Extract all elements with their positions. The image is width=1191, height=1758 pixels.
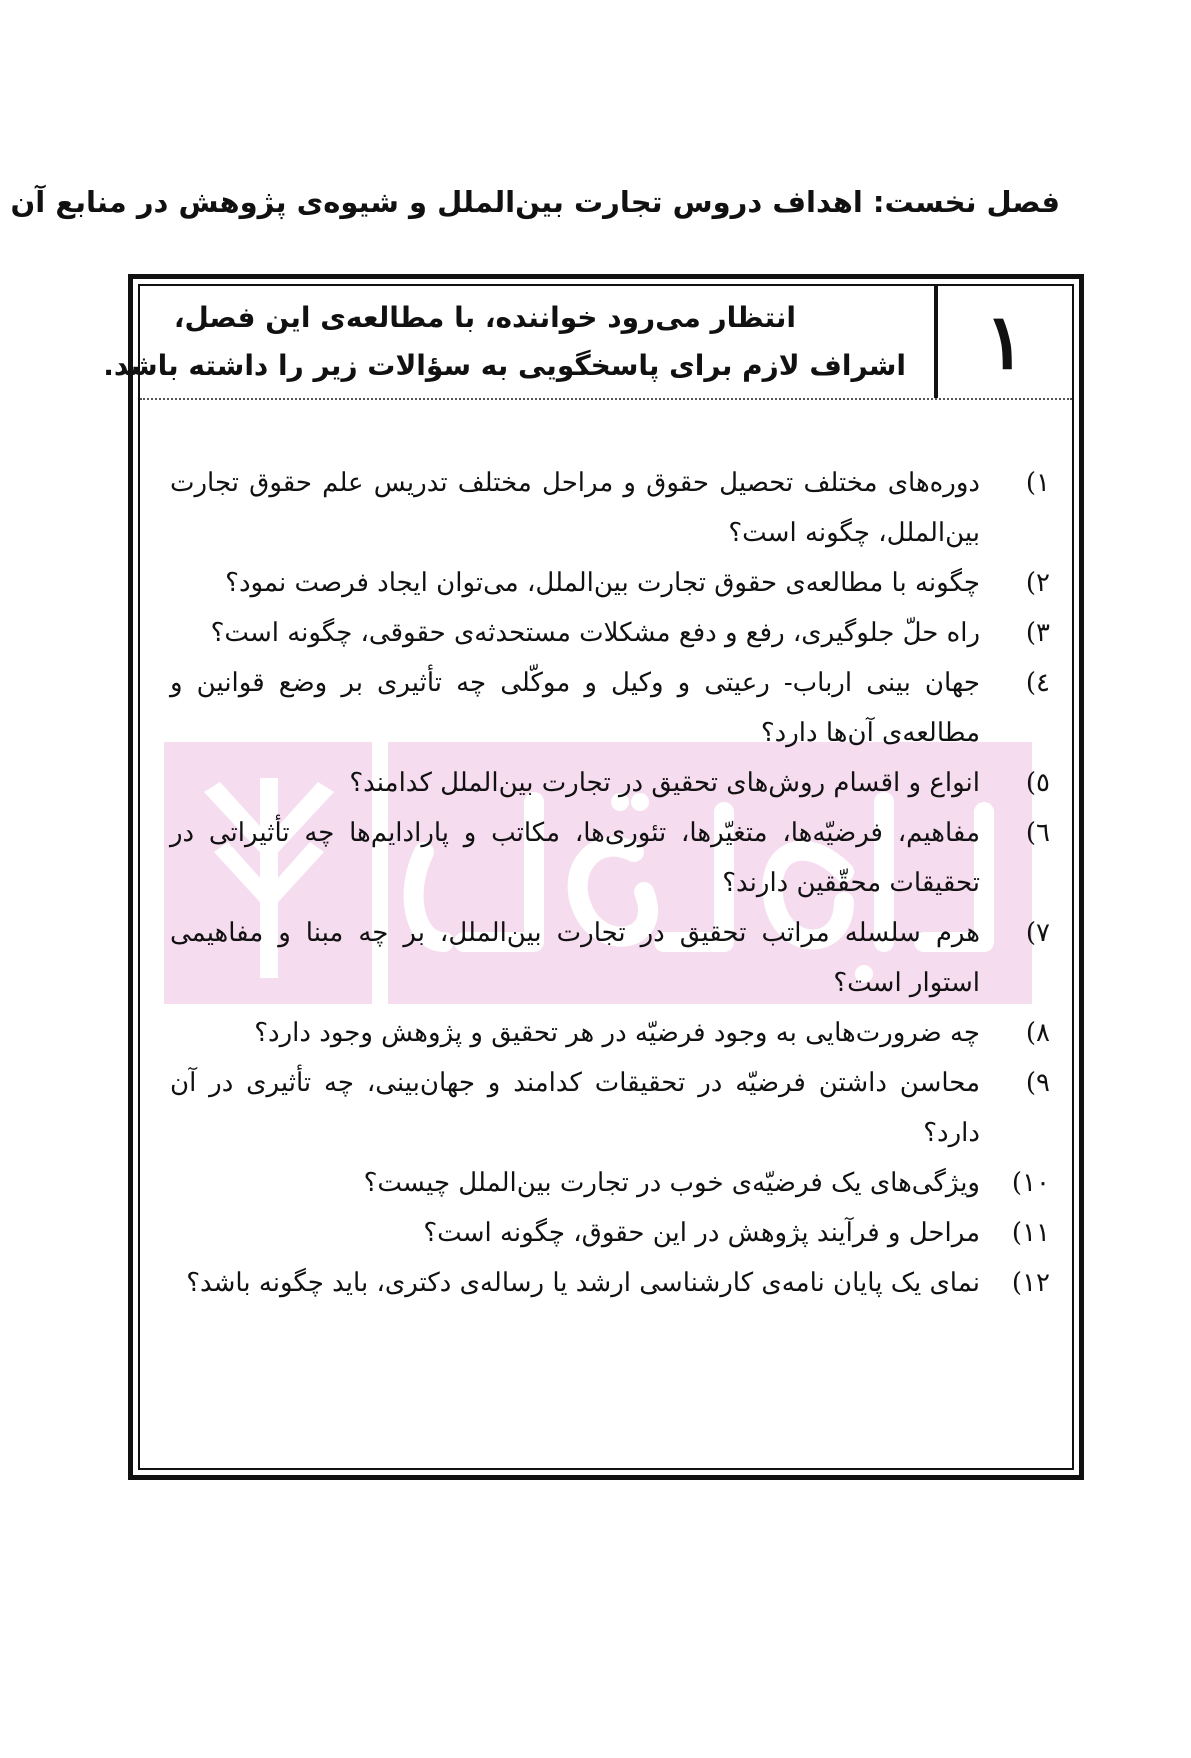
question-text: جهان بینی ارباب- رعیتی و وکیل و موکّلی چه تأثیری بر وضع قوانین و مطالعه‌ی آن‌ها دارد؟: [170, 668, 980, 748]
intro-line-1: انتظار می‌رود خواننده، با مطالعه‌ی این فصل،: [173, 301, 796, 334]
question-number: ۹): [1025, 1068, 1050, 1098]
question-text: راه حلّ جلوگیری، رفع و دفع مشکلات مستحدثه‌ی حقوقی، چگونه است؟: [210, 618, 980, 648]
question-number: ۲): [1025, 568, 1050, 598]
question-text: چه ضرورت‌هایی به وجود فرضیّه در هر تحقیق و پژوهش وجود دارد؟: [254, 1018, 980, 1048]
question-item: [170, 608, 1050, 658]
question-item: [170, 1208, 1050, 1258]
objectives-header: [103, 286, 1072, 400]
question-number: ٦): [1025, 818, 1050, 848]
question-text: دوره‌های مختلف تحصیل حقوق و مراحل مختلف تدریس علم حقوق تجارت بین‌الملل، چگونه است؟: [170, 468, 980, 548]
question-number: ٤): [1025, 668, 1050, 698]
question-text: مراحل و فرآیند پژوهش در این حقوق، چگونه است؟: [423, 1218, 980, 1248]
chapter-number-box: [934, 286, 1072, 398]
question-number: ۷): [1025, 918, 1050, 948]
question-item: [170, 908, 1050, 1008]
question-item: [170, 458, 1050, 558]
question-number: ۳): [1025, 618, 1050, 648]
question-number: ۱۰): [1011, 1168, 1050, 1198]
questions-list: [170, 458, 1050, 1308]
question-number: ۱۲): [1011, 1268, 1050, 1298]
chapter-number: ۱: [984, 297, 1026, 386]
question-item: [170, 1008, 1050, 1058]
question-number: ۱۱): [1011, 1218, 1050, 1248]
question-number: ۸): [1025, 1018, 1050, 1048]
chapter-title: فصل نخست: اهداف دروس تجارت بین‌الملل و شیوه‌ی پژوهش در منابع آن: [10, 185, 1060, 219]
question-number: ٥): [1025, 768, 1050, 798]
question-item: [170, 758, 1050, 808]
objectives-intro: [103, 294, 906, 390]
question-item: [170, 658, 1050, 758]
question-item: [170, 1258, 1050, 1308]
question-text: محاسن داشتن فرضیّه در تحقیقات کدامند و جهان‌بینی، چه تأثیری در آن دارد؟: [170, 1068, 980, 1148]
question-item: [170, 808, 1050, 908]
question-item: [170, 1158, 1050, 1208]
question-text: هرم سلسله مراتب تحقیق در تجارت بین‌الملل، بر چه مبنا و مفاهیمی استوار است؟: [170, 918, 980, 998]
question-text: نمای یک پایان نامه‌ی کارشناسی ارشد یا رساله‌ی دکتری، باید چگونه باشد؟: [186, 1268, 980, 1298]
question-item: [170, 1058, 1050, 1158]
question-text: مفاهیم، فرضیّه‌ها، متغیّرها، تئوری‌ها، مکاتب و پارادایم‌ها چه تأثیراتی در تحقیقات محقّقین دارند؟: [170, 818, 980, 898]
question-text: ویژگی‌های یک فرضیّه‌ی خوب در تجارت بین‌الملل چیست؟: [363, 1168, 980, 1198]
question-item: [170, 558, 1050, 608]
question-text: انواع و اقسام روش‌های تحقیق در تجارت بین‌الملل کدامند؟: [349, 768, 980, 798]
question-text: چگونه با مطالعه‌ی حقوق تجارت بین‌الملل، می‌توان ایجاد فرصت نمود؟: [225, 568, 980, 598]
intro-line-2: اشراف لازم برای پاسخگویی به سؤالات زیر را داشته باشد.: [103, 349, 906, 382]
question-number: ۱): [1025, 468, 1050, 498]
